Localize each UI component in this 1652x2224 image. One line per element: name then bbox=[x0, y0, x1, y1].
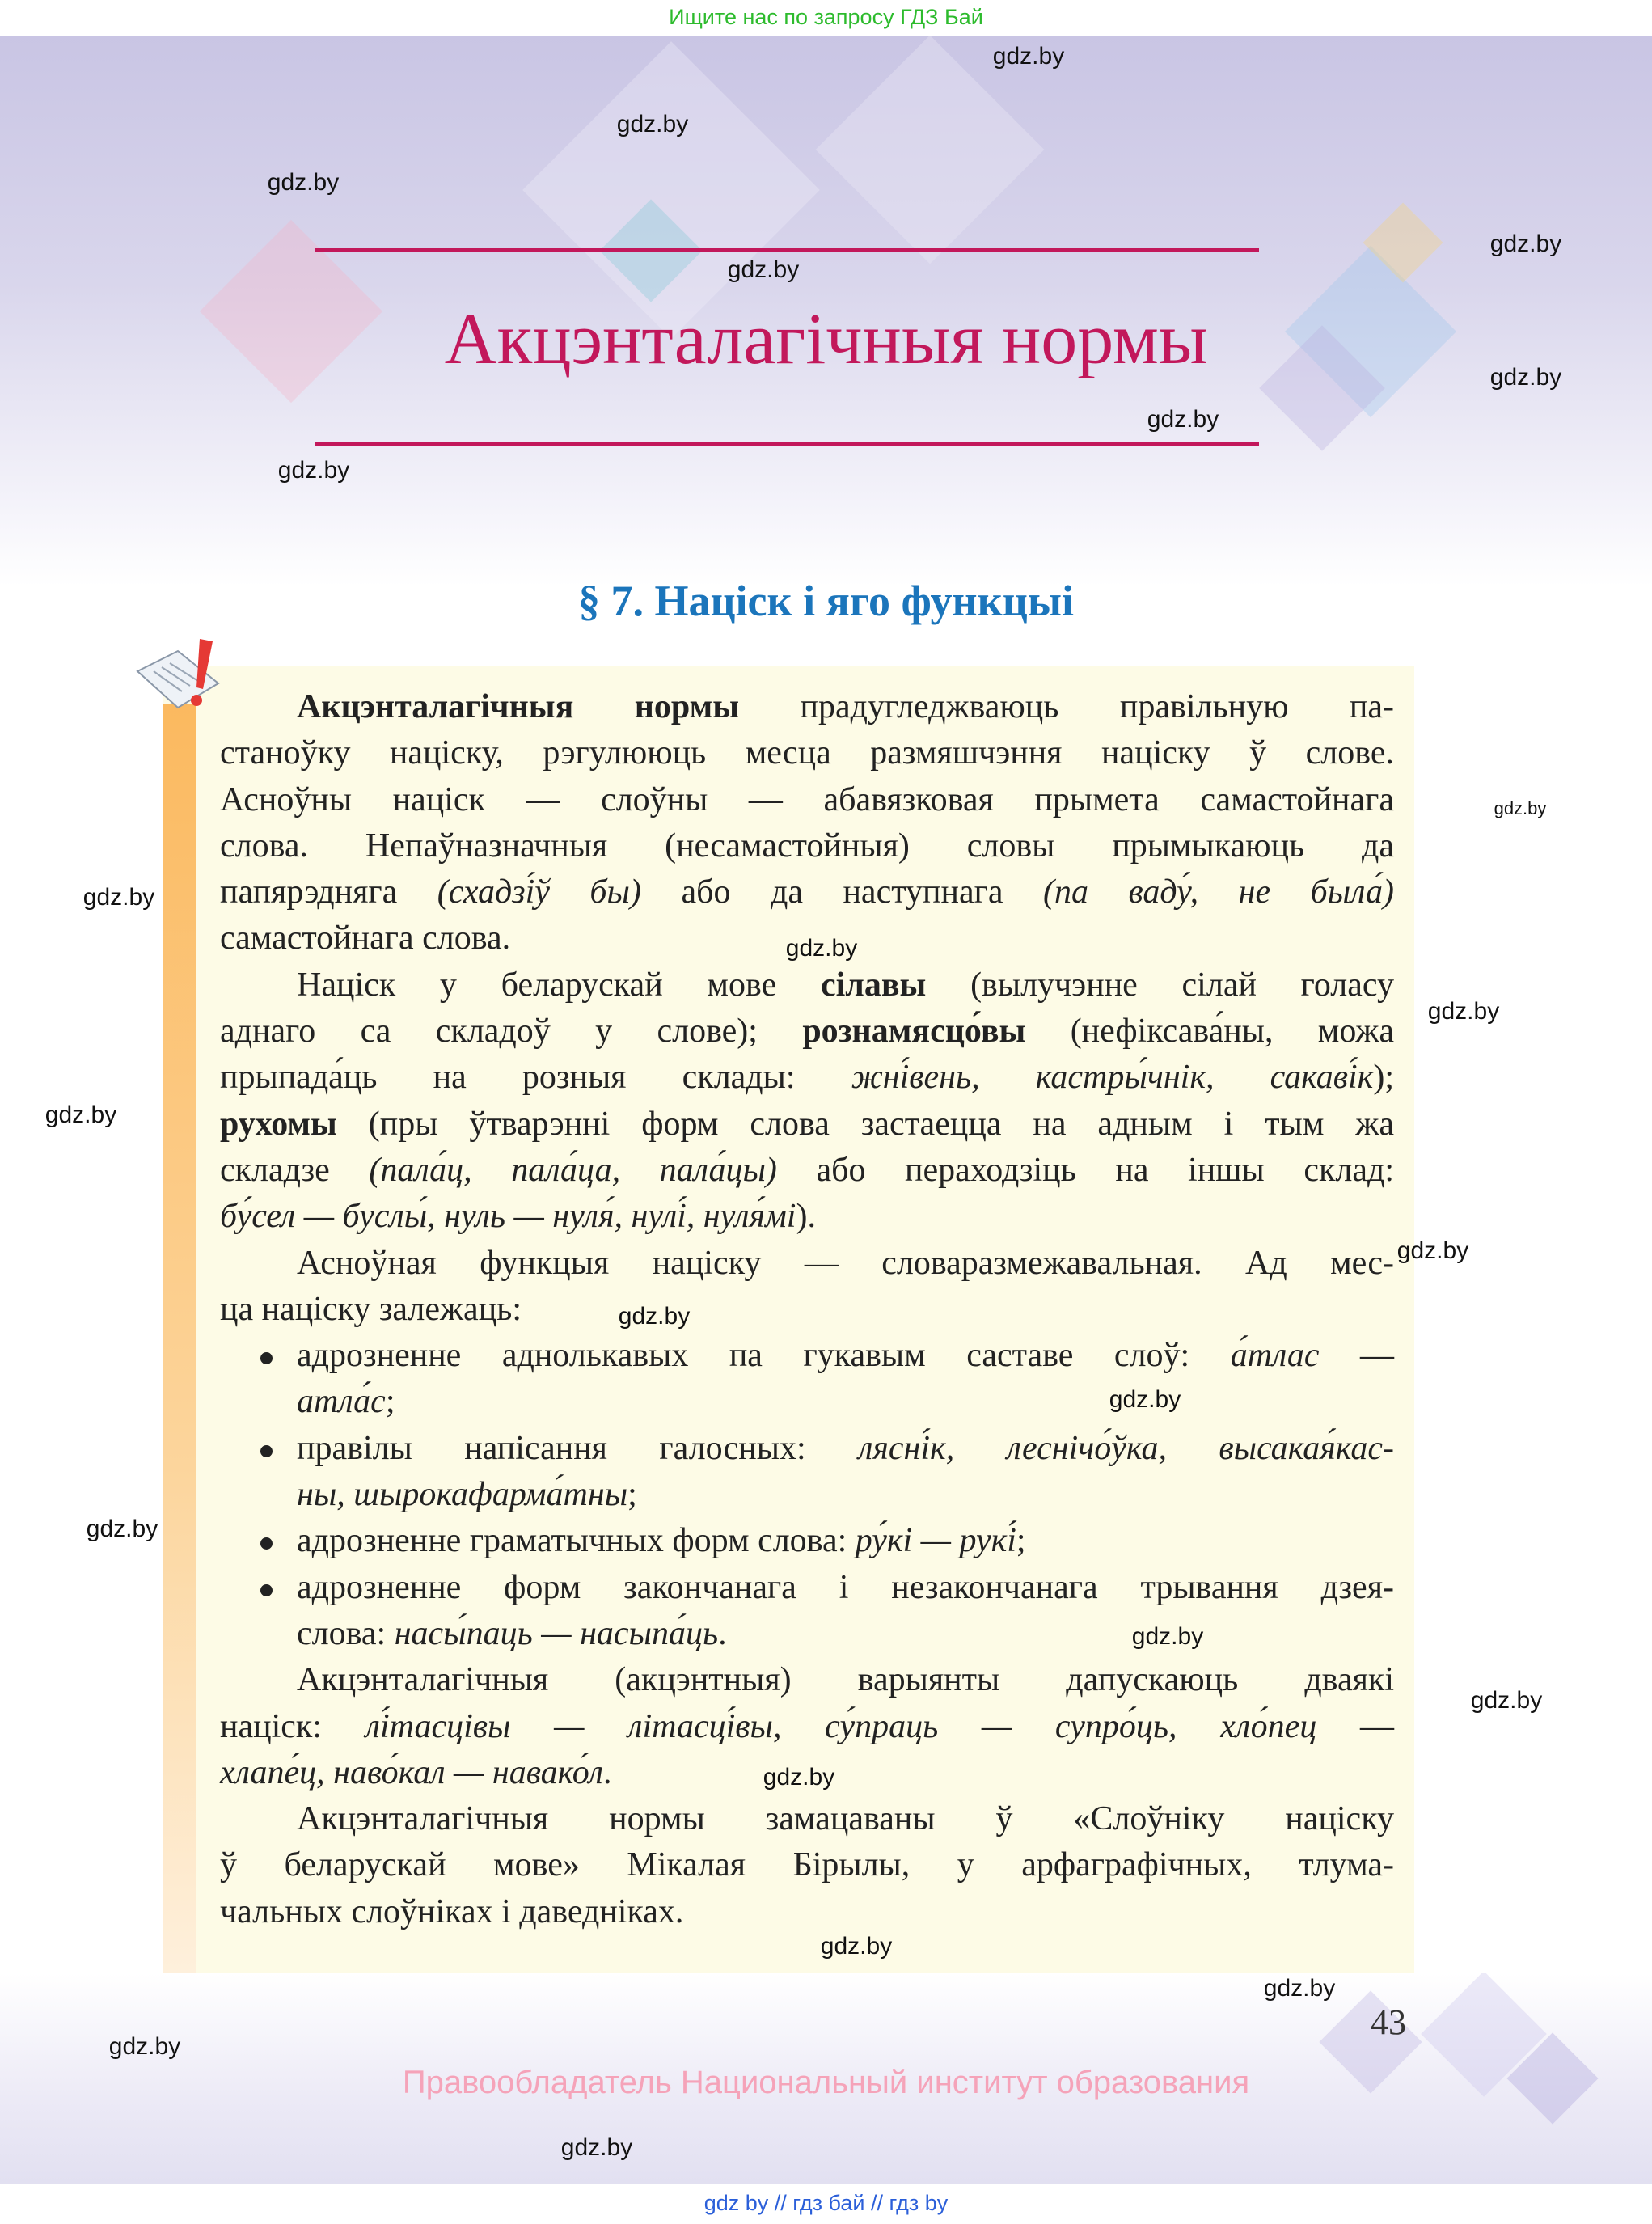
section-title: § 7. Націск і яго функцыі bbox=[577, 577, 1075, 625]
watermark: gdz.by bbox=[727, 256, 800, 283]
bullet-line bbox=[220, 1426, 1394, 1472]
text-line bbox=[220, 1287, 1394, 1333]
text-run: (пры ўтварэнні форм слова застаецца на адным і тым жа bbox=[336, 1105, 1394, 1143]
text-line bbox=[220, 1657, 1394, 1703]
italic-example: лі́тасцівы — літасці́вы, су́праць — супро́ць, хло́пец bbox=[365, 1707, 1317, 1745]
watermark: gdz.by bbox=[785, 935, 858, 962]
text-line bbox=[220, 777, 1394, 823]
text-line bbox=[220, 1241, 1394, 1287]
bottom-banner bbox=[0, 2184, 1652, 2224]
watermark: gdz.by bbox=[992, 43, 1065, 70]
text-run: ); bbox=[1373, 1059, 1394, 1097]
text-run: ; bbox=[385, 1383, 395, 1421]
bold-term: сілавы bbox=[820, 966, 927, 1004]
watermark: gdz.by bbox=[1147, 406, 1219, 433]
text-run: (нефіксава́ны, можа bbox=[1025, 1013, 1394, 1051]
watermark: gdz.by bbox=[82, 884, 155, 911]
watermark: gdz.by bbox=[1396, 1237, 1469, 1264]
text-run: ў беларускай мове» Мікалая Бірылы, у арфаграфічных, тлума- bbox=[220, 1846, 1394, 1884]
text-run: адрозненне форм закончанага і незакончанага трывання дзея- bbox=[297, 1568, 1394, 1606]
watermark: gdz.by bbox=[763, 1764, 835, 1791]
text-line bbox=[220, 823, 1394, 869]
text-run: — bbox=[1316, 1707, 1394, 1745]
text-run: адрозненне аднолькавых па гукавым саставе слоў: bbox=[297, 1337, 1231, 1375]
text-line bbox=[220, 684, 1394, 730]
title-rule-bottom bbox=[315, 442, 1259, 446]
italic-example: ны, шырокафарма́тны bbox=[297, 1476, 628, 1514]
watermark: gdz.by bbox=[560, 2134, 633, 2161]
text-line bbox=[220, 1889, 1394, 1935]
text-run: Асноўная функцыя націску — словаразмежавальная. Ад мес- bbox=[297, 1244, 1394, 1282]
text-run: або пераходзіць на іншы склад: bbox=[776, 1151, 1394, 1189]
bold-term: Акцэнталагічныя нормы bbox=[297, 688, 740, 725]
italic-example: бу́сел — буслы́, нуль — нуля́, нулі́, нуля́мі bbox=[220, 1198, 796, 1236]
bold-term: рухомы bbox=[220, 1105, 337, 1143]
text-line bbox=[220, 1101, 1394, 1148]
text-run: правілы напісання галосных: bbox=[297, 1429, 859, 1467]
text-run: станоўку націску, рэгулююць месца размяшчэння націску ў слове. bbox=[220, 734, 1394, 772]
copyright-notice: Правообладатель Национальный институт образования bbox=[402, 2065, 1250, 2100]
text-run: Акцэнталагічныя нормы замацаваны ў «Слоўніку націску bbox=[297, 1800, 1394, 1838]
watermark: gdz.by bbox=[86, 1516, 158, 1542]
chapter-title: Акцэнталагічныя нормы bbox=[444, 299, 1208, 379]
top-banner bbox=[0, 0, 1652, 36]
watermark: gdz.by bbox=[1263, 1975, 1336, 2002]
italic-example: а́тлас bbox=[1230, 1337, 1320, 1375]
text-run: або да наступнага bbox=[640, 873, 1043, 911]
text-line bbox=[220, 1008, 1394, 1055]
text-run: слова: bbox=[297, 1614, 395, 1652]
watermark: gdz.by bbox=[108, 2033, 181, 2060]
text-line bbox=[220, 1194, 1394, 1240]
watermark: gdz.by bbox=[820, 1933, 893, 1960]
top-banner-text: Ищите нас по запросу ГДЗ Бай bbox=[669, 5, 983, 29]
text-line bbox=[220, 1379, 1394, 1425]
watermark: gdz.by bbox=[44, 1101, 117, 1128]
italic-example: лясні́к, леснічо́ўка, высакая́кас- bbox=[858, 1429, 1394, 1467]
text-run: Акцэнталагічныя (акцэнтныя) варыянты дапускаюць дваякі bbox=[297, 1661, 1394, 1699]
italic-example: хлапе́ц, наво́кал — навако́л bbox=[220, 1753, 603, 1791]
text-run: прыпада́ць на розныя склады: bbox=[220, 1059, 851, 1097]
body-text bbox=[220, 684, 1394, 1935]
text-line bbox=[220, 1472, 1394, 1518]
watermark: gdz.by bbox=[1131, 1623, 1204, 1650]
text-line bbox=[220, 730, 1394, 776]
text-run: ; bbox=[1016, 1522, 1026, 1560]
text-line bbox=[220, 869, 1394, 915]
text-line bbox=[220, 1611, 1394, 1657]
text-line bbox=[220, 1842, 1394, 1888]
watermark: gdz.by bbox=[1109, 1386, 1181, 1413]
text-run: адрозненне граматычных форм слова: bbox=[297, 1522, 856, 1560]
text-run: націск: bbox=[220, 1707, 365, 1745]
bold-term: рознамясцо́вы bbox=[802, 1013, 1026, 1051]
bullet-line bbox=[220, 1518, 1394, 1564]
text-run: слова. Непаўназначныя (несамастойныя) словы прымыкаюць да bbox=[220, 827, 1394, 865]
text-run: . bbox=[718, 1614, 727, 1652]
watermark: gdz.by bbox=[1489, 230, 1562, 257]
text-run: ). bbox=[796, 1198, 816, 1236]
italic-example: (пала́ц, пала́ца, пала́цы) bbox=[369, 1151, 777, 1189]
text-run: Асноўны націск — слоўны — абавязковая прымета самастойнага bbox=[220, 780, 1394, 818]
text-run: складзе bbox=[220, 1151, 370, 1189]
text-line bbox=[220, 1704, 1394, 1750]
watermark: gdz.by bbox=[267, 169, 340, 196]
text-line bbox=[220, 962, 1394, 1008]
text-run: чальных слоўніках і даведніках. bbox=[220, 1892, 684, 1930]
watermark: gdz.by bbox=[277, 457, 350, 484]
text-run: (вылучэнне сілай голасу bbox=[926, 966, 1394, 1004]
content-box-strip bbox=[163, 704, 196, 1975]
watermark: gdz.by bbox=[618, 1303, 691, 1330]
bullet-line bbox=[220, 1333, 1394, 1379]
text-run: прадугледжваюць правільную па- bbox=[739, 688, 1394, 725]
italic-example: жні́вень, кастры́чнік, сакаві́к bbox=[851, 1059, 1374, 1097]
italic-example: атла́с bbox=[297, 1383, 386, 1421]
watermark: gdz.by bbox=[1427, 998, 1500, 1025]
watermark: gdz.by bbox=[1494, 798, 1547, 818]
text-line bbox=[220, 1796, 1394, 1842]
text-line bbox=[220, 1148, 1394, 1194]
text-run: самастойнага слова. bbox=[220, 920, 511, 958]
italic-example: насы́паць — насыпа́ць bbox=[394, 1614, 719, 1652]
text-line bbox=[220, 1055, 1394, 1101]
italic-example: ру́кі — рукі́ bbox=[855, 1522, 1016, 1560]
bottom-banner-text[interactable]: gdz by // гдз бай // гдз by bbox=[703, 2191, 949, 2215]
text-run: ца націску залежаць: bbox=[220, 1290, 522, 1328]
watermark: gdz.by bbox=[1489, 364, 1562, 391]
page-number: 43 bbox=[1371, 2002, 1406, 2042]
bullet-line bbox=[220, 1565, 1394, 1611]
watermark: gdz.by bbox=[616, 111, 689, 137]
text-run: аднаго са складоў у слове); bbox=[220, 1013, 803, 1051]
text-run: Націск у беларускай мове bbox=[297, 966, 821, 1004]
watermark: gdz.by bbox=[1470, 1687, 1543, 1714]
text-run: папярэдняга bbox=[220, 873, 437, 911]
title-rule-top bbox=[315, 248, 1259, 252]
italic-example: (схадзі́ў бы) bbox=[437, 873, 641, 911]
text-run: — bbox=[1319, 1337, 1395, 1375]
italic-example: (па ваду́, не была́) bbox=[1042, 873, 1394, 911]
text-run: . bbox=[602, 1753, 612, 1791]
text-run: ; bbox=[627, 1476, 637, 1514]
